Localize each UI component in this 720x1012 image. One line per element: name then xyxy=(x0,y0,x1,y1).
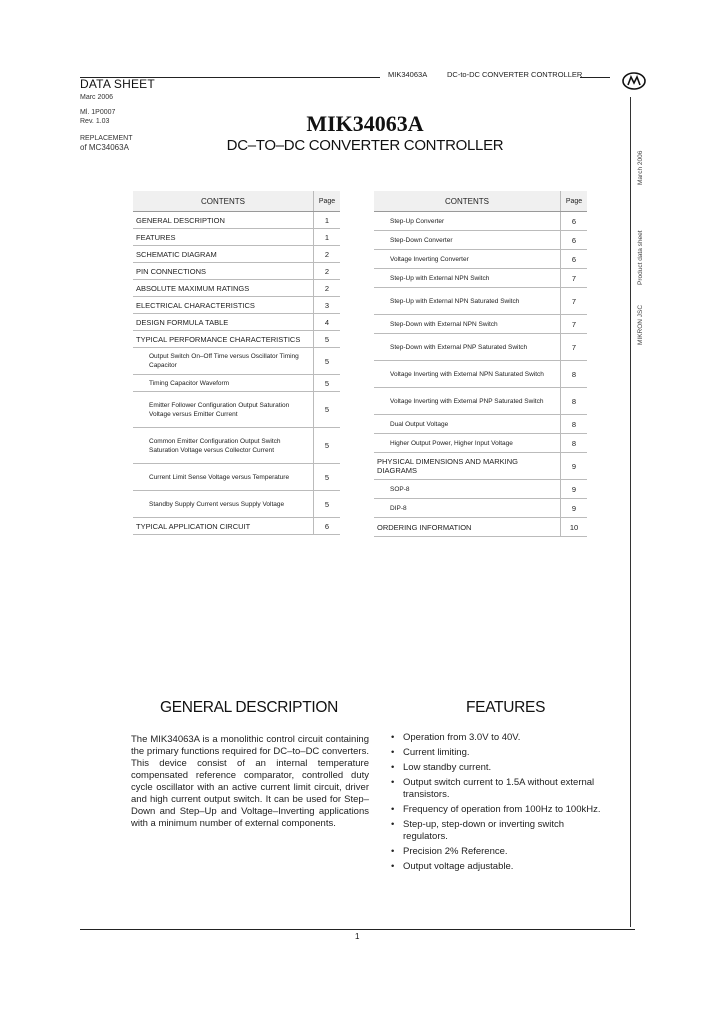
toc-row[interactable] xyxy=(133,263,340,280)
toc-row[interactable] xyxy=(374,334,587,361)
toc-label[interactable]: ELECTRICAL CHARACTERISTICS xyxy=(133,297,314,314)
toc-row[interactable] xyxy=(133,246,340,263)
side-product-data: Product data sheet xyxy=(637,230,644,285)
doc-date: Marc 2006 xyxy=(80,94,114,101)
toc-row[interactable] xyxy=(374,518,587,537)
toc-label[interactable]: PIN CONNECTIONS xyxy=(133,263,314,280)
toc-row[interactable] xyxy=(133,348,340,375)
toc-row[interactable] xyxy=(374,480,587,499)
toc-right-head-contents: CONTENTS xyxy=(374,191,561,212)
toc-page: 8 xyxy=(561,388,588,415)
toc-row[interactable] xyxy=(133,229,340,246)
toc-label[interactable]: Dual Output Voltage xyxy=(374,415,561,434)
toc-row[interactable] xyxy=(133,518,340,535)
toc-label[interactable]: Emitter Follower Configuration Output Saturation Voltage versus Emitter Current xyxy=(133,392,314,428)
toc-left-head-contents: CONTENTS xyxy=(133,191,314,212)
footer-rule xyxy=(80,929,635,930)
toc-row[interactable] xyxy=(133,280,340,297)
toc-left-head-page: Page xyxy=(314,191,341,212)
side-rule xyxy=(630,97,631,927)
toc-row[interactable] xyxy=(133,428,340,464)
toc-label[interactable]: SCHEMATIC DIAGRAM xyxy=(133,246,314,263)
toc-row[interactable] xyxy=(374,361,587,388)
toc-page: 7 xyxy=(561,288,588,315)
toc-left xyxy=(133,191,340,535)
replacement-label: REPLACEMENT xyxy=(80,135,133,142)
toc-label[interactable]: SOP-8 xyxy=(374,480,561,499)
side-date: March 2006 xyxy=(637,150,644,185)
general-description-text: The MIK34063A is a monolithic control circuit containing the primary functions required for DC–to–DC converters. This device consist of an internal temperature compensated reference comparator, controlled duty cycle oscillator with an active current limit circuit, driver and high current output switch. It can be used for Step–Down and Step–Up and Voltage–Inverting applications with a minimum number of external components. xyxy=(131,734,369,829)
toc-page: 5 xyxy=(314,375,341,392)
toc-page: 5 xyxy=(314,428,341,464)
toc-page: 8 xyxy=(561,434,588,453)
toc-page: 5 xyxy=(314,348,341,375)
toc-label[interactable]: Step-Down with External PNP Saturated Switch xyxy=(374,334,561,361)
toc-label[interactable]: Step-Up with External NPN Switch xyxy=(374,269,561,288)
toc-label[interactable]: GENERAL DESCRIPTION xyxy=(133,212,314,229)
toc-label[interactable]: DESIGN FORMULA TABLE xyxy=(133,314,314,331)
toc-page: 9 xyxy=(561,453,588,480)
toc-page: 1 xyxy=(314,212,341,229)
toc-row[interactable] xyxy=(133,392,340,428)
toc-page: 5 xyxy=(314,464,341,491)
toc-row[interactable] xyxy=(374,499,587,518)
toc-row[interactable] xyxy=(133,297,340,314)
replacement-of: of MC34063A xyxy=(80,143,129,152)
running-part: MIK34063A xyxy=(388,70,428,79)
feature-item: • Step-up, step-down or inverting switch regulators. xyxy=(390,819,605,843)
toc-row[interactable] xyxy=(374,231,587,250)
toc-page: 6 xyxy=(561,212,588,231)
toc-row[interactable] xyxy=(133,375,340,392)
toc-label[interactable]: Step-Down with External NPN Switch xyxy=(374,315,561,334)
toc-row[interactable] xyxy=(374,315,587,334)
header-rule-right xyxy=(580,77,610,78)
toc-page: 6 xyxy=(561,231,588,250)
toc-row[interactable] xyxy=(374,434,587,453)
toc-page: 9 xyxy=(561,480,588,499)
toc-row[interactable] xyxy=(133,212,340,229)
toc-page: 4 xyxy=(314,314,341,331)
toc-row[interactable] xyxy=(374,388,587,415)
doc-revision: Rev. 1.03 xyxy=(80,118,110,125)
toc-row[interactable] xyxy=(374,415,587,434)
feature-item: • Output switch current to 1.5A without external transistors. xyxy=(390,777,605,801)
toc-page: 8 xyxy=(561,415,588,434)
toc-label[interactable]: Voltage Inverting with External NPN Saturated Switch xyxy=(374,361,561,388)
side-company: MIKRON JSC xyxy=(637,304,644,345)
toc-row[interactable] xyxy=(374,212,587,231)
toc-label[interactable]: TYPICAL PERFORMANCE CHARACTERISTICS xyxy=(133,331,314,348)
toc-page: 9 xyxy=(561,499,588,518)
toc-page: 5 xyxy=(314,491,341,518)
toc-label[interactable]: TYPICAL APPLICATION CIRCUIT xyxy=(133,518,314,535)
toc-row[interactable] xyxy=(133,491,340,518)
toc-page: 1 xyxy=(314,229,341,246)
part-number-title: MIK34063A xyxy=(306,111,424,136)
toc-label[interactable]: Step-Up with External NPN Saturated Switch xyxy=(374,288,561,315)
doc-type: DATA SHEET xyxy=(80,77,155,91)
toc-label[interactable]: ORDERING INFORMATION xyxy=(374,518,561,537)
toc-label[interactable]: DIP-8 xyxy=(374,499,561,518)
features-title: FEATURES xyxy=(466,699,546,716)
toc-row[interactable] xyxy=(133,464,340,491)
toc-label[interactable]: Timing Capacitor Waveform xyxy=(133,375,314,392)
toc-page: 5 xyxy=(314,331,341,348)
company-logo-icon xyxy=(622,72,646,90)
features-list xyxy=(390,732,605,876)
general-description-title: GENERAL DESCRIPTION xyxy=(160,699,339,716)
toc-page: 6 xyxy=(561,250,588,269)
toc-label[interactable]: PHYSICAL DIMENSIONS AND MARKING DIAGRAMS xyxy=(374,453,561,480)
toc-page: 7 xyxy=(561,315,588,334)
toc-label[interactable]: Step-Up Converter xyxy=(374,212,561,231)
feature-item: • Precision 2% Reference. xyxy=(390,846,605,858)
toc-page: 7 xyxy=(561,269,588,288)
toc-page: 2 xyxy=(314,246,341,263)
feature-item: • Frequency of operation from 100Hz to 100kHz. xyxy=(390,804,605,816)
page-number: 1 xyxy=(355,932,360,941)
toc-page: 6 xyxy=(314,518,341,535)
toc-row[interactable] xyxy=(133,314,340,331)
doc-number: Ml. 1P0007 xyxy=(80,109,116,116)
toc-label[interactable]: FEATURES xyxy=(133,229,314,246)
toc-label[interactable]: Output Switch On–Off Time versus Oscillator Timing Capacitor xyxy=(133,348,314,375)
toc-label[interactable]: Current Limit Sense Voltage versus Temperature xyxy=(133,464,314,491)
toc-page: 2 xyxy=(314,263,341,280)
toc-label[interactable]: Step-Down Converter xyxy=(374,231,561,250)
toc-page: 8 xyxy=(561,361,588,388)
toc-page: 10 xyxy=(561,518,588,537)
toc-label[interactable]: Voltage Inverting with External PNP Saturated Switch xyxy=(374,388,561,415)
toc-row[interactable] xyxy=(374,453,587,480)
toc-label[interactable]: ABSOLUTE MAXIMUM RATINGS xyxy=(133,280,314,297)
toc-label[interactable]: Voltage Inverting Converter xyxy=(374,250,561,269)
toc-page: 7 xyxy=(561,334,588,361)
toc-page: 2 xyxy=(314,280,341,297)
feature-item: • Current limiting. xyxy=(390,747,605,759)
running-title: DC-to-DC CONVERTER CONTROLLER xyxy=(447,70,583,79)
toc-row[interactable] xyxy=(133,331,340,348)
toc-page: 3 xyxy=(314,297,341,314)
toc-page: 5 xyxy=(314,392,341,428)
toc-label[interactable]: Standby Supply Current versus Supply Voltage xyxy=(133,491,314,518)
toc-row[interactable] xyxy=(374,288,587,315)
toc-row[interactable] xyxy=(374,269,587,288)
toc-right-head-page: Page xyxy=(561,191,588,212)
toc-row[interactable] xyxy=(374,250,587,269)
feature-item: • Output voltage adjustable. xyxy=(390,861,605,873)
toc-label[interactable]: Higher Output Power, Higher Input Voltage xyxy=(374,434,561,453)
part-subtitle: DC–TO–DC CONVERTER CONTROLLER xyxy=(226,137,504,154)
toc-label[interactable]: Common Emitter Configuration Output Switch Saturation Voltage versus Collector Current xyxy=(133,428,314,464)
toc-right xyxy=(374,191,587,537)
feature-item: • Operation from 3.0V to 40V. xyxy=(390,732,605,744)
feature-item: • Low standby current. xyxy=(390,762,605,774)
